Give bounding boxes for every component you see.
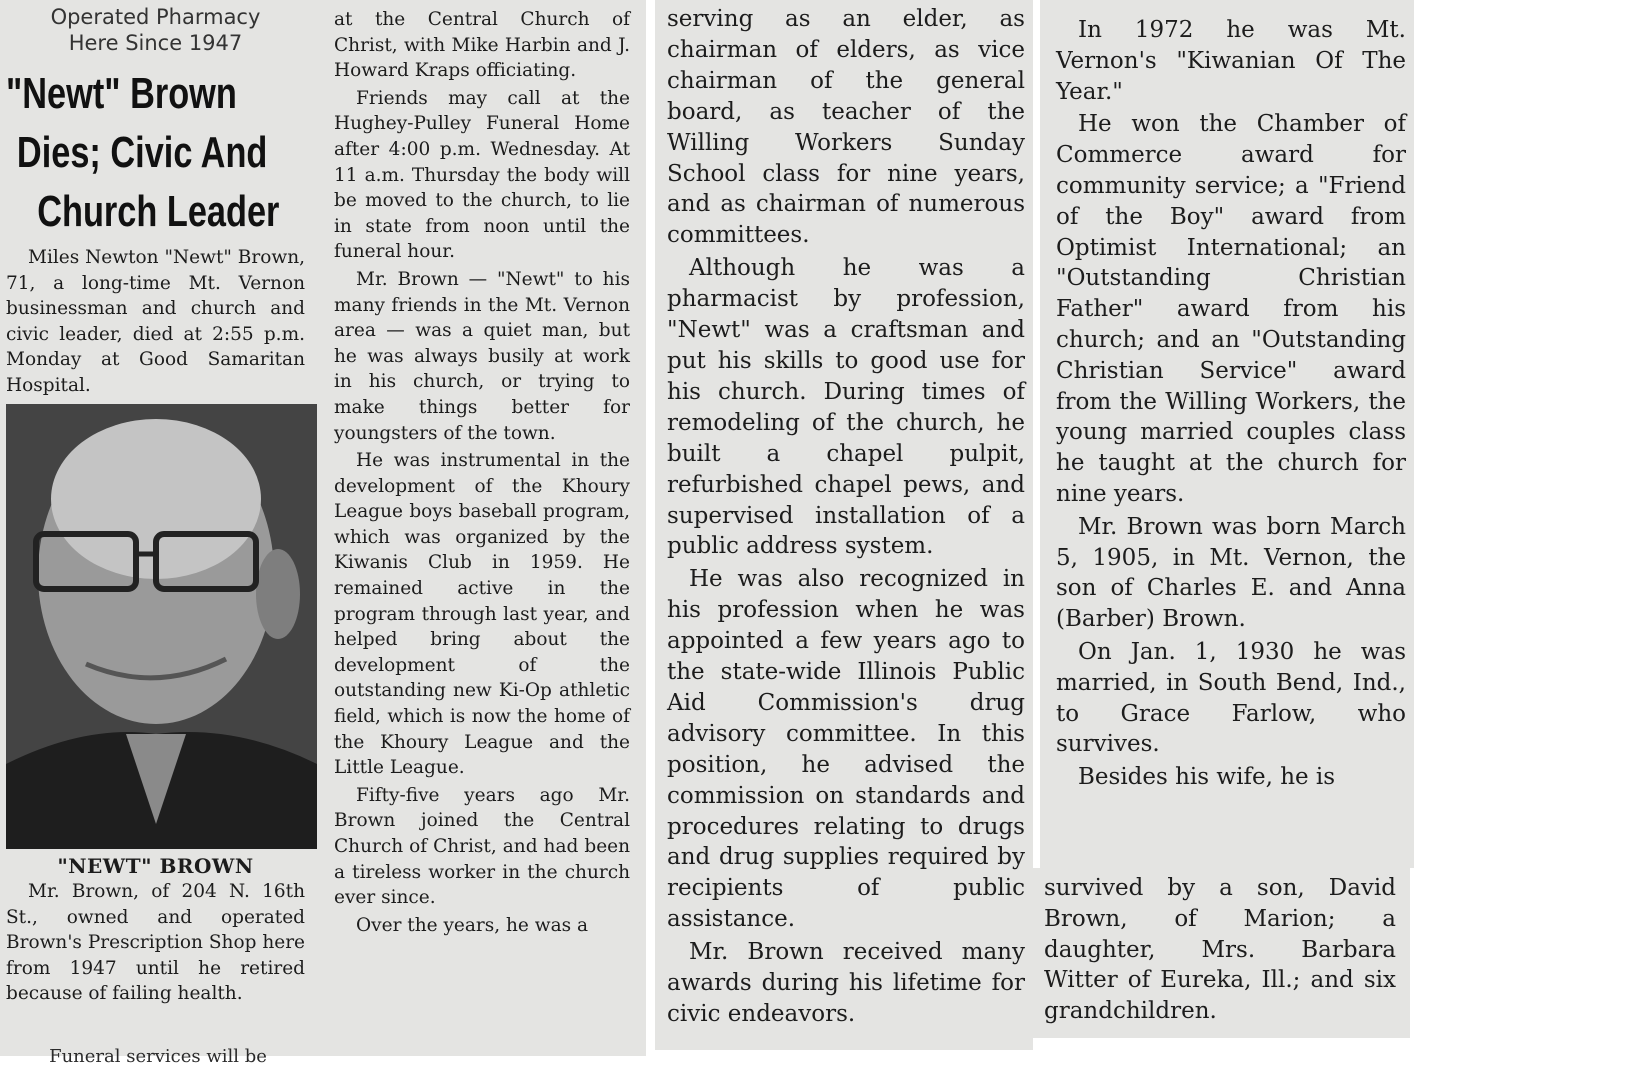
paragraph-craftsman: Although he was a pharmacist by profession, "Newt" was a craftsman and put his skills to good use for his church. During times of remodeling of the church, he built a chapel pulpit, refurbished chapel pews, and supervised installation of a public address system. [667, 255, 1025, 560]
portrait-photo [6, 404, 317, 849]
paragraph-kiwanian: In 1972 he was Mt. Vernon's "Kiwanian Of The Year." [1056, 17, 1406, 105]
paragraph-survivors: survived by a son, David Brown, of Marion; a daughter, Mrs. Barbara Witter of Eureka, Ill.; and six grandchildren. [1044, 875, 1396, 1025]
paragraph-over-the-years: Over the years, he was a [356, 914, 589, 936]
paragraph-birth: Mr. Brown was born March 5, 1905, in Mt. Vernon, the son of Charles E. and Anna (Barber) Brown. [1056, 513, 1406, 633]
column-4 [1056, 15, 1406, 793]
paragraph-awards-list: He won the Chamber of Commerce award for community service; a "Friend of the Boy" award from Optimist International; an "Outstanding Christian Father" award from his church; and an "Outstanding Christian Service" award from the Willing Workers, the young married couples class he taught at the church for nine years. [1056, 111, 1406, 507]
paragraph-khoury-league: He was instrumental in the development of the Khoury League boys baseball program, which was organized by the Kiwanis Club in 1959. He remained active in the program through last year, and helped bring about the development of the outstanding new Ki-Op athletic field, which is now the home of the Khoury League and the Little League. [334, 450, 630, 779]
column-5 [1044, 873, 1396, 1027]
kicker-line-1: Operated Pharmacy [50, 5, 261, 29]
column-2 [334, 7, 630, 938]
paragraph-profession: He was also recognized in his profession when he was appointed a few years ago to the state-wide Illinois Public Aid Commission's drug advisory committee. In this position, he advised the commission on standards and procedures relating to drugs and drug supplies required by recipients of public assistance. [667, 566, 1025, 933]
column-1 [6, 4, 305, 1007]
column-3 [667, 4, 1025, 1030]
cutoff-line: Funeral services will be [49, 1046, 267, 1067]
kicker [6, 4, 305, 56]
paragraph-church-membership: Fifty-five years ago Mr. Brown joined the Central Church of Christ, and had been a tireless worker in the church ever since. [334, 784, 630, 909]
paragraph-besides: Besides his wife, he is [1078, 764, 1336, 791]
headline [6, 64, 302, 241]
headline-line-1: "Newt" Brown [6, 69, 237, 118]
headline-line-3: Church Leader [37, 187, 280, 236]
kicker-line-2: Here Since 1947 [68, 31, 243, 55]
clipping-right-top [1040, 0, 1414, 868]
paragraph-lede: Miles Newton "Newt" Brown, 71, a long-time Mt. Vernon businessman and church and civic leader, died at 2:55 p.m. Monday at Good Samaritan Hospital. [6, 247, 305, 396]
paragraph-awards-intro: Mr. Brown received many awards during his lifetime for civic endeavors. [667, 939, 1025, 1027]
paragraph-officiants: at the Central Church of Christ, with Mike Harbin and J. Howard Kraps officiating. [334, 9, 630, 82]
paragraph-church-service: serving as an elder, as chairman of elders, as vice chairman of the general board, as teacher of the Willing Workers Sunday School class for nine years, and as chairman of numerous committees. [667, 6, 1025, 249]
headline-line-2: Dies; Civic And [16, 128, 268, 177]
clipping-left [0, 0, 646, 1067]
clipping-middle [655, 0, 1033, 1050]
photo-caption: "NEWT" BROWN [57, 854, 254, 878]
paragraph-character: Mr. Brown — "Newt" to his many friends in the Mt. Vernon area — was a quiet man, but he was always busily at work in his church, or trying to make things better for youngsters of the town. [334, 268, 630, 444]
paragraph-visitation: Friends may call at the Hughey-Pulley Funeral Home after 4:00 p.m. Wednesday. At 11 a.m. Thursday the body will be moved to the church, to lie in state from noon until the funeral hour. [334, 87, 630, 263]
paragraph-marriage: On Jan. 1, 1930 he was married, in South Bend, Ind., to Grace Farlow, who survives. [1056, 638, 1406, 758]
clipping-right-bottom [1030, 868, 1410, 1038]
portrait-figure [6, 404, 317, 849]
paragraph-business: Mr. Brown, of 204 N. 16th St., owned and operated Brown's Prescription Shop here from 1947 until he retired because of failing health. [6, 881, 305, 1004]
